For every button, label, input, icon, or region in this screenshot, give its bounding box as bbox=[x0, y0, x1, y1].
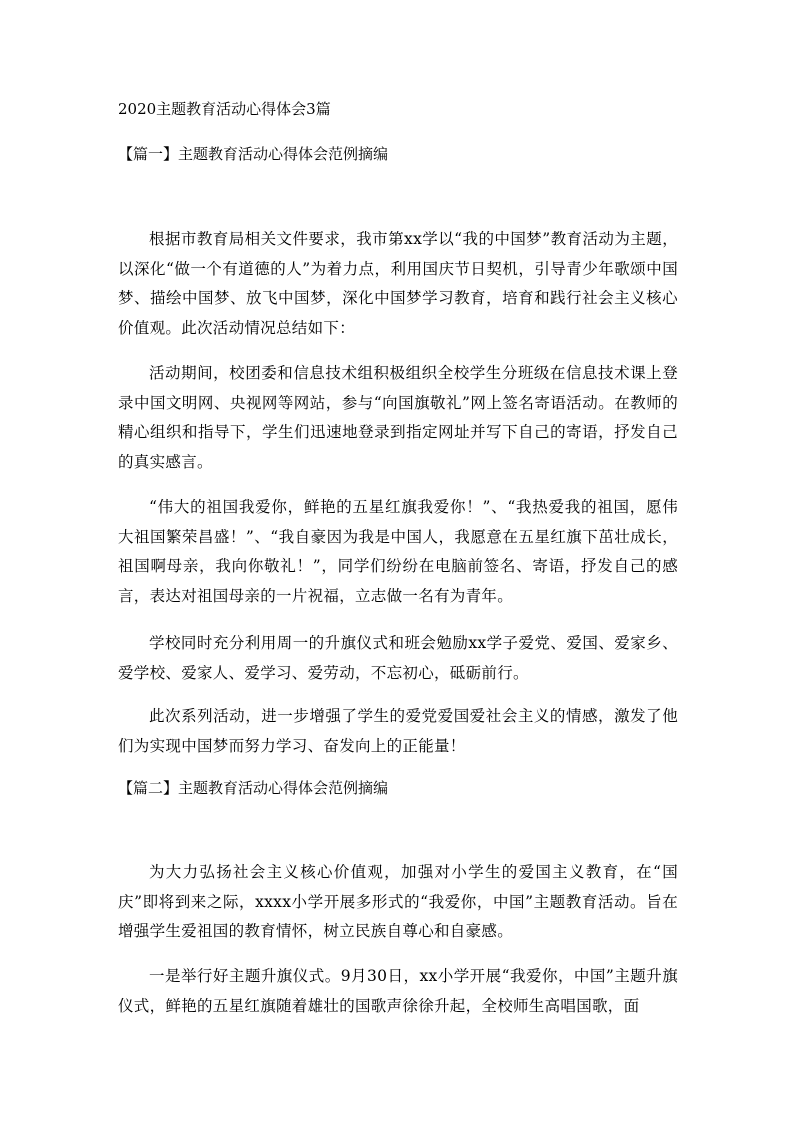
section2-paragraph-1: 为大力弘扬社会主义核心价值观，加强对小学生的爱国主义教育，在“国庆”即将到来之际，xxxx小学开展多形式的“我爱你，中国”主题教育活动。旨在增强学生爱祖国的教育情怀，树立民族自尊心和自豪感。 bbox=[118, 863, 678, 941]
section1-paragraph-2: 活动期间，校团委和信息技术组积极组织全校学生分班级在信息技术课上登录中国文明网、央视网等网站，参与“向国旗敬礼”网上签名寄语活动。在教师的精心组织和指导下，学生们迅速地登录到指定网址并写下自己的寄语，抒发自己的真实感言。 bbox=[118, 364, 678, 471]
document-title: 2020主题教育活动心得体会3篇 bbox=[118, 100, 331, 118]
section1-paragraph-4: 学校同时充分利用周一的升旗仪式和班会勉励xx学子爱党、爱国、爱家乡、爱学校、爱家人、爱学习、爱劳动，不忘初心，砥砺前行。 bbox=[118, 634, 678, 682]
section1-heading: 【篇一】主题教育活动心得体会范例摘编 bbox=[118, 145, 389, 163]
section2-heading: 【篇二】主题教育活动心得体会范例摘编 bbox=[118, 779, 389, 797]
section1-paragraph-1: 根据市教育局相关文件要求，我市第xx学以“我的中国梦”教育活动为主题，以深化“做一个有道德的人”为着力点，利用国庆节日契机，引导青少年歌颂中国梦、描绘中国梦、放飞中国梦，深化中国梦学习教育，培育和践行社会主义核心价值观。此次活动情况总结如下： bbox=[118, 230, 678, 337]
section1-paragraph-3: “伟大的祖国我爱你，鲜艳的五星红旗我爱你！”、“我热爱我的祖国，愿伟大祖国繁荣昌盛！”、“我自豪因为我是中国人，我愿意在五星红旗下茁壮成长，祖国啊母亲，我向你敬礼！”，同学们纷纷在电脑前签名、寄语，抒发自己的感言，表达对祖国母亲的一片祝福，立志做一名有为青年。 bbox=[118, 498, 678, 605]
section1-paragraph-5: 此次系列活动，进一步增强了学生的爱党爱国爱社会主义的情感，激发了他们为实现中国梦而努力学习、奋发向上的正能量！ bbox=[118, 707, 678, 755]
section2-paragraph-2: 一是举行好主题升旗仪式。9月30日，xx小学开展“我爱你，中国”主题升旗仪式，鲜艳的五星红旗随着雄壮的国歌声徐徐升起，全校师生高唱国歌，面 bbox=[118, 967, 678, 1015]
